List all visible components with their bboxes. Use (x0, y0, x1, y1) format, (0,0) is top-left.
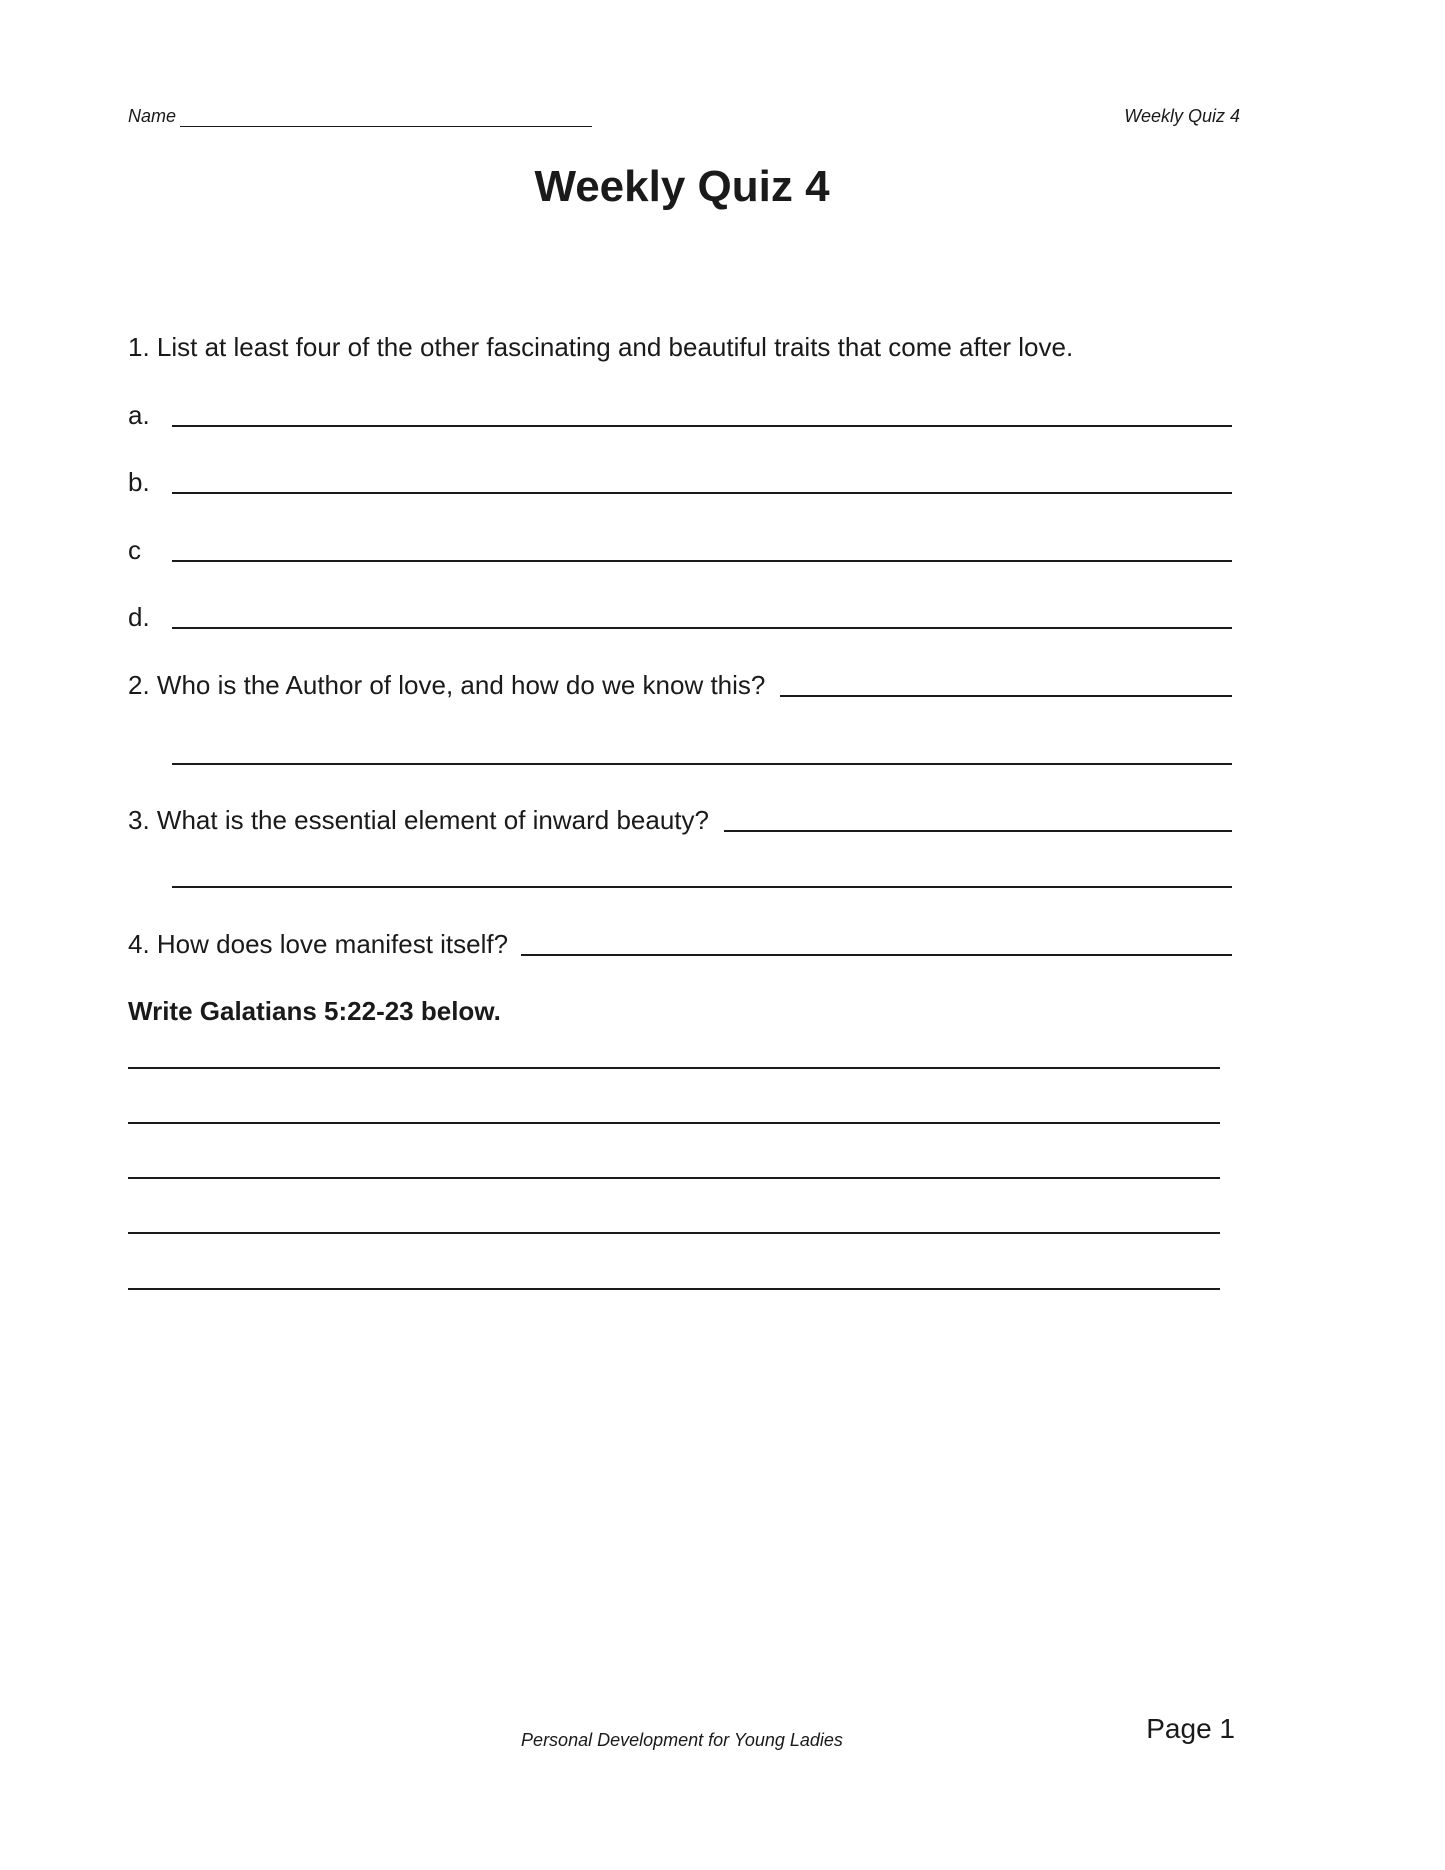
answer-line-q2-2[interactable] (172, 763, 1232, 765)
answer-line-q2-1[interactable] (780, 695, 1232, 697)
answer-label-b: b. (128, 467, 150, 497)
verse-line-5[interactable] (128, 1288, 1220, 1290)
question-3: 3. What is the essential element of inward beauty? (128, 805, 709, 835)
answer-line-c[interactable] (172, 560, 1232, 562)
answer-line-b[interactable] (172, 492, 1232, 494)
question-1: 1. List at least four of the other fascinating and beautiful traits that come after love. (128, 332, 1074, 362)
header-quiz-label: Weekly Quiz 4 (1124, 106, 1240, 126)
verse-line-3[interactable] (128, 1177, 1220, 1179)
answer-line-q4[interactable] (521, 954, 1232, 956)
name-label: Name (128, 106, 177, 126)
answer-line-q3-2[interactable] (172, 886, 1232, 888)
answer-label-c: c (128, 535, 141, 565)
question-4: 4. How does love manifest itself? (128, 929, 509, 959)
verse-line-4[interactable] (128, 1232, 1220, 1234)
answer-label-d: d. (128, 602, 150, 632)
verse-line-1[interactable] (128, 1067, 1220, 1069)
page-number: Page 1 (1146, 1713, 1235, 1744)
answer-label-a: a. (128, 400, 150, 430)
footer-book-title: Personal Development for Young Ladies (521, 1730, 843, 1750)
answer-line-q3-1[interactable] (724, 830, 1232, 832)
verse-line-2[interactable] (128, 1122, 1220, 1124)
name-field[interactable] (180, 126, 592, 127)
answer-line-a[interactable] (172, 425, 1232, 427)
memory-verse-instruction: Write Galatians 5:22-23 below. (128, 996, 501, 1026)
question-2: 2. Who is the Author of love, and how do we know this? (128, 670, 766, 700)
page-title: Weekly Quiz 4 (534, 162, 830, 211)
answer-line-d[interactable] (172, 627, 1232, 629)
